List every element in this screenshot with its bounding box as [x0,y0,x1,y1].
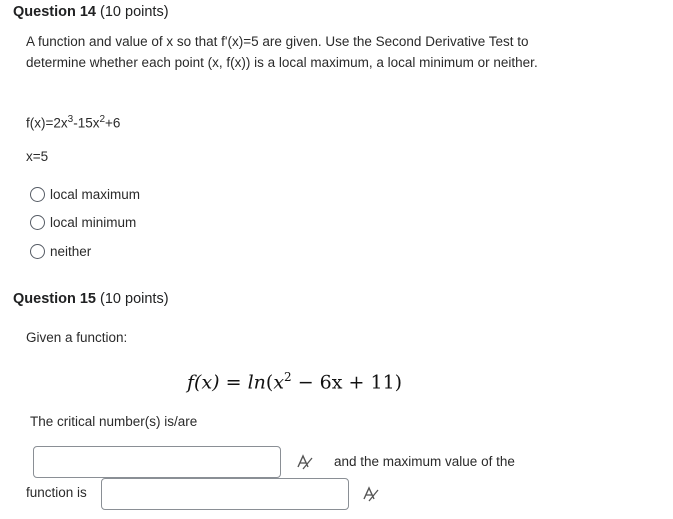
formula-ln: ln [247,371,266,394]
formula-rest: − 6x + 11) [291,371,403,394]
option-label: local minimum [50,215,137,230]
option-neither[interactable] [30,244,91,259]
equation-editor-icon[interactable] [362,486,380,502]
func-exponent-2: 2 [99,114,106,125]
option-label: local maximum [50,187,141,202]
radio-local-maximum[interactable] [30,187,45,202]
critical-number-label: The critical number(s) is/are [30,414,198,429]
formula-equals: = [219,371,248,394]
question-14-title [13,4,169,20]
question-15-given: Given a function: [26,330,128,345]
option-label: neither [50,244,92,259]
formula-x: x [273,371,285,394]
question-14-points: (10 points) [100,4,169,20]
func-part-3: +6 [105,115,121,131]
equation-editor-icon[interactable] [296,454,314,470]
critical-number-input[interactable] [33,446,281,478]
question-15-title [13,291,169,307]
formula-exponent: 2 [284,370,292,384]
question-15-number: Question 15 [13,291,96,307]
func-exponent-1: 3 [67,114,74,125]
func-part-2: -15x [73,115,100,131]
question-14-function [26,114,120,131]
function-is-label: function is [26,485,87,500]
radio-local-minimum[interactable] [30,215,45,230]
question-15-formula [187,370,402,393]
formula-open-paren: ( [265,371,274,394]
question-14-number: Question 14 [13,4,96,20]
question-14-prompt: A function and value of x so that f'(x)=5 are given. Use the Second Derivative Test to determine whether each point (x, f(x)) is a local maximum, a local minimum or neither. [26,34,538,70]
formula-lhs: f(x) [187,371,220,394]
func-part-1: f(x)=2x [26,115,68,131]
option-local-minimum[interactable] [30,215,136,230]
option-local-maximum[interactable] [30,187,140,202]
question-15-points: (10 points) [100,291,169,307]
radio-neither[interactable] [30,244,45,259]
max-value-label: and the maximum value of the [334,454,515,469]
question-14-x-value: x=5 [26,149,49,164]
maximum-value-input[interactable] [101,478,349,510]
